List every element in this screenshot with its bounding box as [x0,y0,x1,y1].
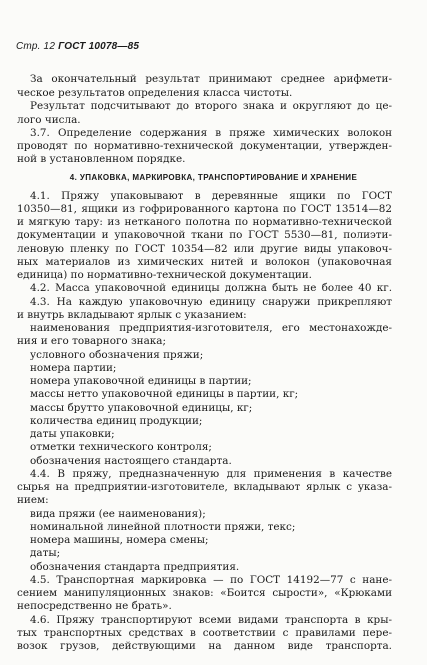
text-line: отметки технического контроля; [30,441,212,453]
text-line: 4.2. Масса упаковочной единицы должна быть не более 40 кг. [30,282,392,294]
text-line: документации и упаковочной ткани по ГОСТ 5530—81, полиэти- [17,229,392,241]
text-line: даты упаковки; [30,428,115,440]
text-line: Результат подсчитывают до второго знака и округляют до це- [30,100,392,112]
text-line: За окончательный результат принимают среднее арифмети- [30,73,392,85]
text-line: количества единиц продукции; [30,415,203,427]
text-line: номера партии; [30,362,117,374]
text-line: проводят по нормативно-технической документации, утвержден- [17,140,392,152]
text-line: лого числа. [17,114,81,126]
text-line: 4.3. На каждую упаковочную единицу снаружи прикрепляют [30,296,392,308]
text-line: массы брутто упаковочной единицы, кг; [30,402,253,414]
text-line: возок грузов, действующими на данном виде транспорта. [17,640,392,652]
text-line: единица) по нормативно-технической документации. [17,269,312,281]
text-line: вида пряжи (ее наименования); [30,508,206,520]
text-line: условного обозначения пряжи; [30,349,204,361]
text-line: даты; [30,547,61,559]
text-line: сением манипуляционных знаков: «Боится сырости», «Крюками [17,587,392,599]
text-line: ческое результатов определения класса чистоты. [17,87,293,99]
text-line: обозначения настоящего стандарта. [30,455,232,467]
text-line: ной в установленном порядке. [17,153,186,165]
text-line: 3.7. Определение содержания в пряже химических волокон [30,127,392,139]
text-line: и внутрь вкладывают ярлык с указанием: [17,309,247,321]
text-line: обозначения стандарта предприятия. [30,561,240,573]
page-number: Стр. 12 [16,41,56,52]
text-line: тых транспортных средствах в соответствии с правилами пере- [17,627,392,639]
text-line: леновую пленку по ГОСТ 10354—82 или другие виды упаковоч- [17,243,392,255]
text-line: номинальной линейной плотности пряжи, текс; [30,521,296,533]
text-line: номера машины, номера смены; [30,534,209,546]
text-line: и мягкую тару: из нетканого полотна по нормативно-технической [17,216,392,228]
text-line: номера упаковочной единицы в партии; [30,375,252,387]
text-line: 4.6. Пряжу транспортируют всеми видами транспорта в кры- [30,614,392,626]
text-line: 4.1. Пряжу упаковывают в деревянные ящики по ГОСТ [30,190,392,202]
text-line: ния и его товарного знака; [17,335,166,347]
text-line: 4.5. Транспортная маркировка — по ГОСТ 14192—77 с нане- [30,574,392,586]
standard-code: ГОСТ 10078—85 [58,41,140,52]
text-line: сырья на предприятии-изготовителе, вкладывают ярлык с указа- [17,481,392,493]
text-line: непосредственно не брать». [17,600,172,612]
text-line: ных материалов из химических нитей и волокон (упаковочная [17,256,392,268]
section-heading: 4. УПАКОВКА, МАРКИРОВКА, ТРАНСПОРТИРОВАНИЕ И ХРАНЕНИЕ [69,173,358,182]
text-line: нием: [17,494,49,506]
text-line: наименования предприятия-изготовителя, его местонахожде- [30,322,392,334]
page-header [16,41,139,52]
text-line: 4.4. В пряжу, предназначенную для применения в качестве [30,468,392,480]
text-line: массы нетто упаковочной единицы в партии, кг; [30,388,299,400]
text-line: 10350—81, ящики из гофрированного картона по ГОСТ 13514—82 [17,203,392,215]
